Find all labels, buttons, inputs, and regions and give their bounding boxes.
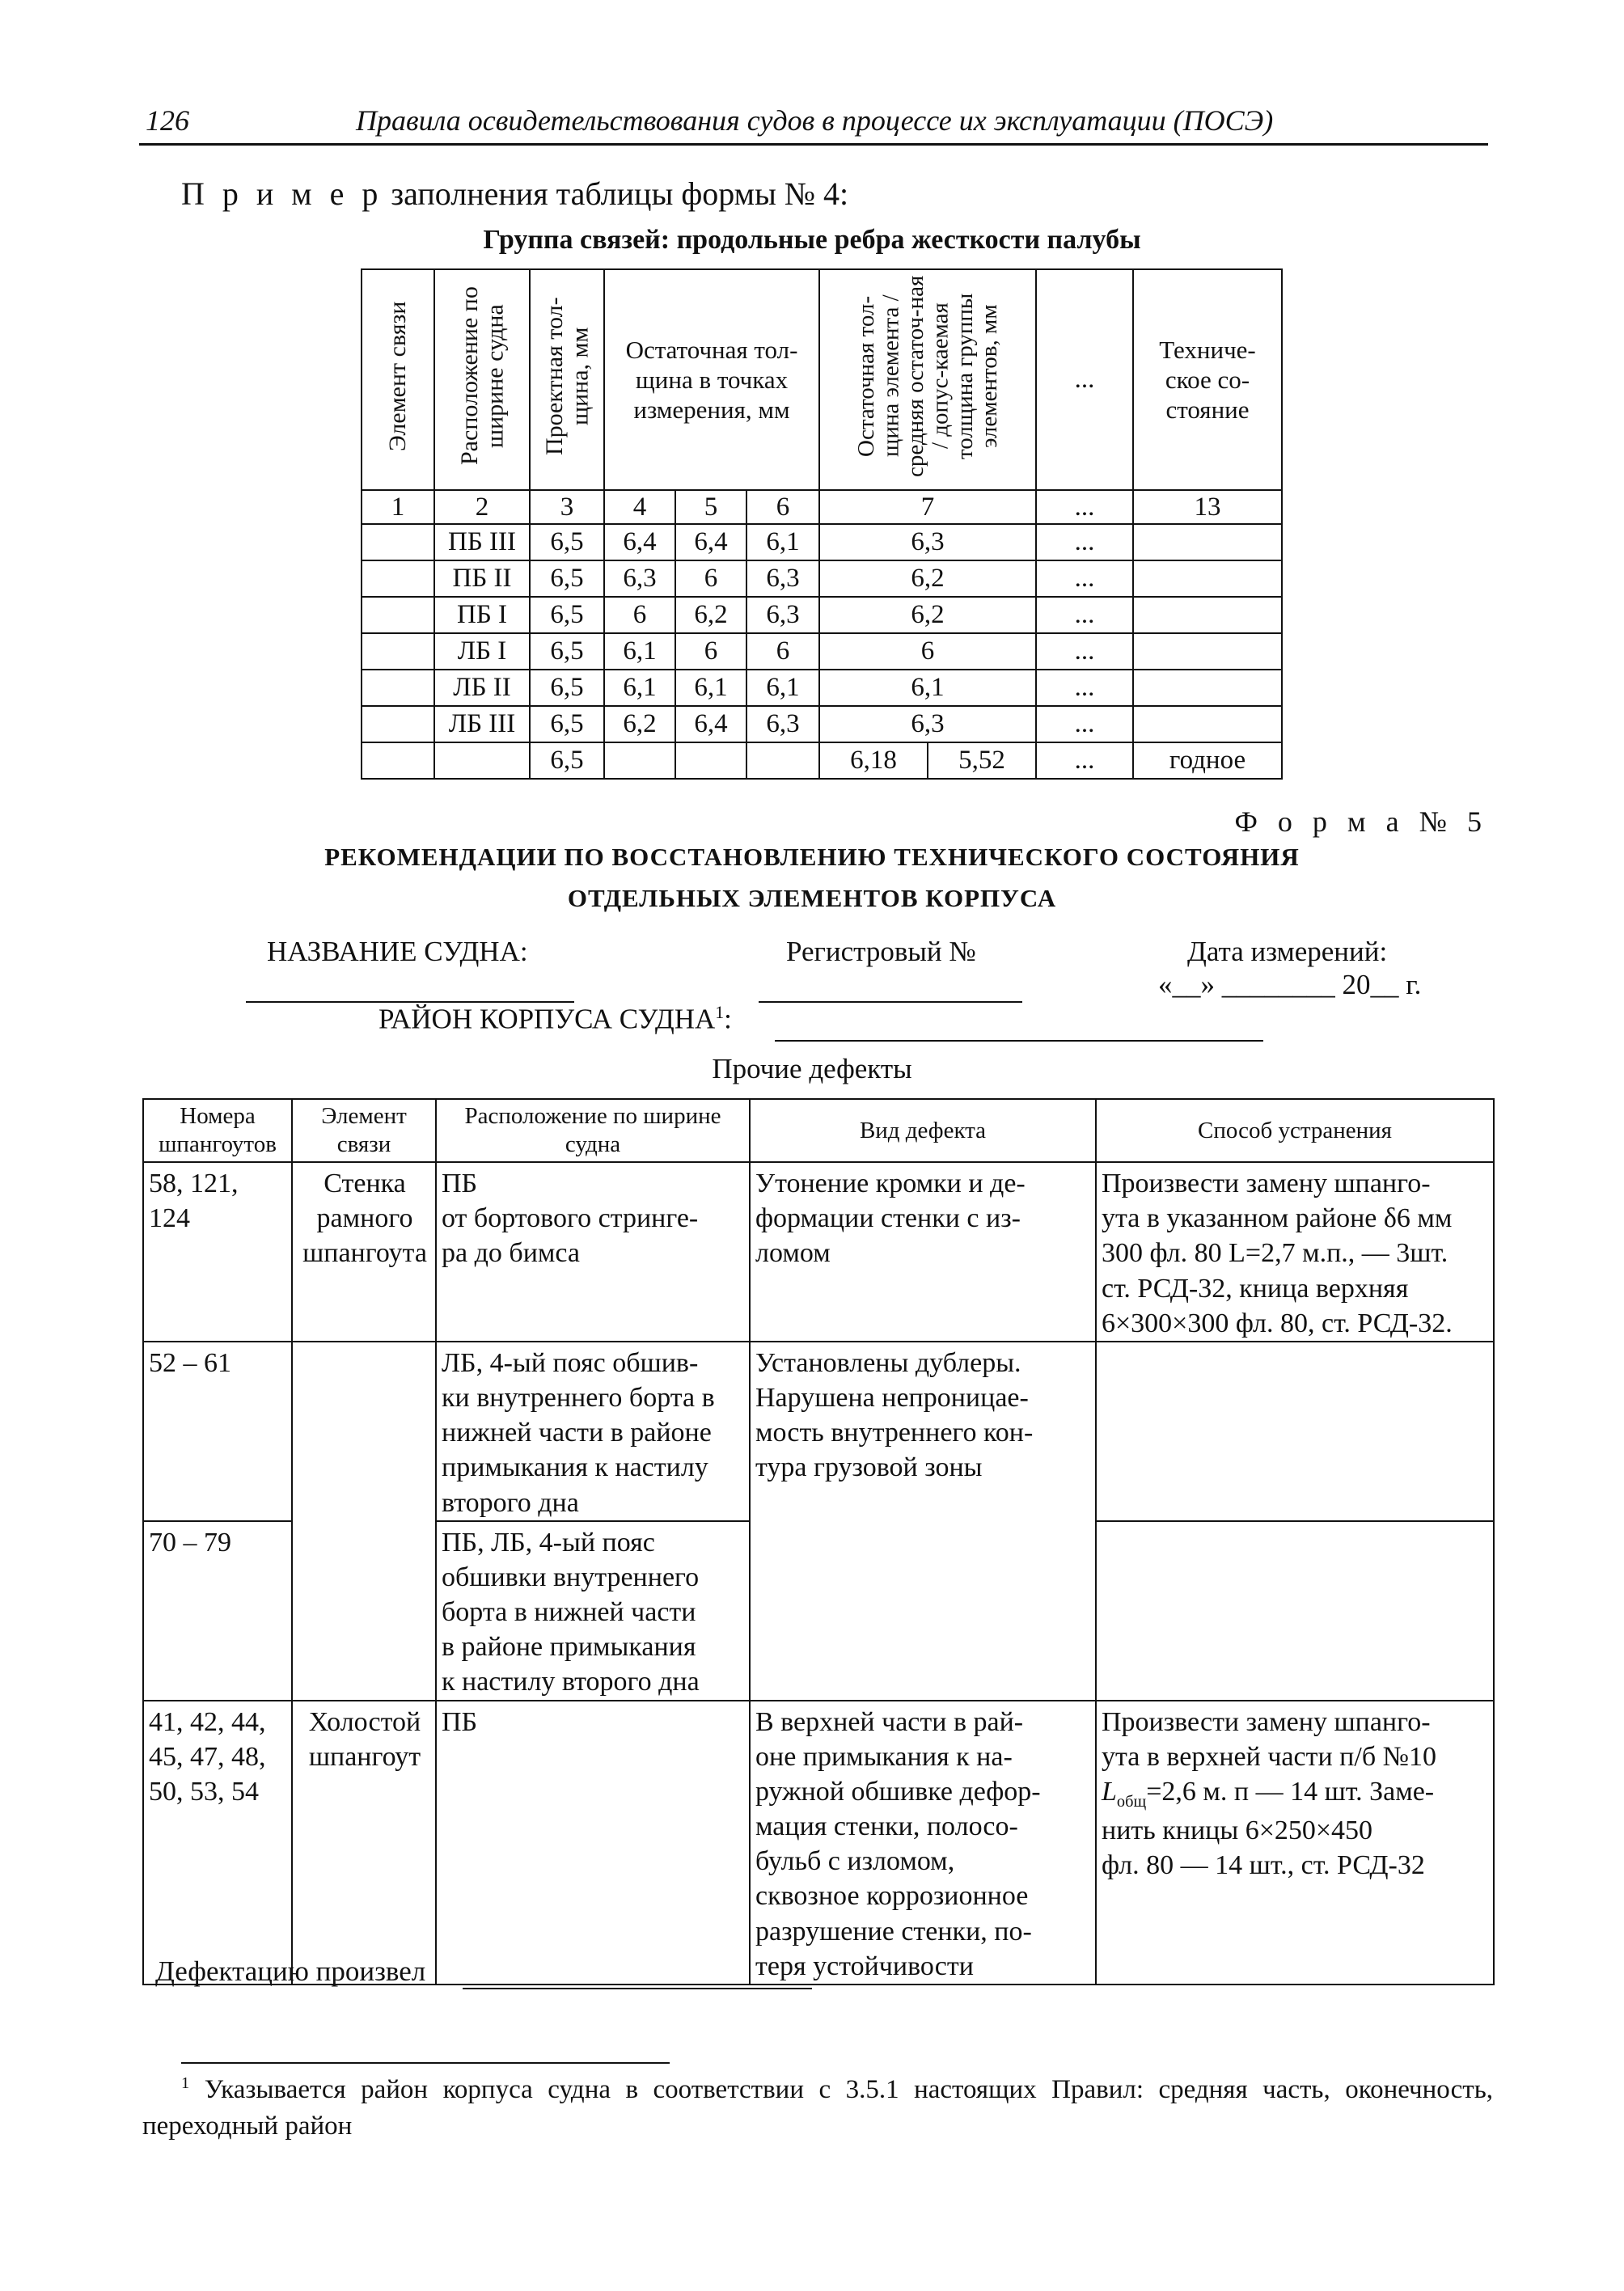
form4-example-table: [361, 268, 1283, 780]
cell-position: ЛБ I: [434, 633, 530, 670]
defects-table: [142, 1098, 1495, 1985]
cell-residual: 6,3: [819, 706, 1036, 742]
other-defects-heading: Прочие дефекты: [712, 1053, 912, 1084]
cell-measure: 6,2: [604, 706, 675, 742]
colnum: 5: [675, 490, 746, 524]
colnum: 13: [1133, 490, 1282, 524]
date-label: Дата измерений:: [1187, 936, 1388, 967]
footnote: $^1$ Указывается район корпуса судна в соответствии с 3.5.1 настоящих Правил: средняя часть, оконечность, переходный район: [142, 2074, 1493, 2141]
group-caption: Группа связей: продольные ребра жесткости палубы: [483, 225, 1141, 255]
th-element: Элемент связи: [292, 1099, 436, 1162]
header-rule: [139, 143, 1488, 146]
hull-area-field[interactable]: [775, 1040, 1263, 1042]
cell-remedy: [1097, 1342, 1493, 1346]
cell-design: 6,5: [530, 597, 604, 633]
cell-position: ЛБ II: [434, 670, 530, 706]
cell-measure: 6,4: [604, 524, 675, 560]
cell-remedy: Произвести замену шпанго- ута в указанном районе δ6 мм 300 фл. 80 L=2,7 м.п., — 3шт. ст. РСД-32, кница верхняя 6×300×300 фл. 80, ст. РСД-32.: [1102, 1169, 1453, 1338]
cell-position: ПБ II: [434, 560, 530, 597]
th-remedy: Способ устранения: [1096, 1099, 1494, 1162]
cell-defect: Установлены дублеры. Нарушена непроницае- мость внутреннего кон- тура грузовой зоны: [755, 1347, 1034, 1483]
cell-dots: ...: [1036, 670, 1133, 706]
cell-measure: 6,2: [675, 597, 746, 633]
th-element: Элемент связи: [362, 269, 434, 490]
cell-design: 6,5: [530, 706, 604, 742]
cell-residual: 6,1: [819, 670, 1036, 706]
colnum: 1: [362, 490, 434, 524]
inspector-signoff: Дефектацию произвел: [155, 1955, 426, 1987]
table1-summary-row: [362, 742, 1282, 779]
table-row: [362, 597, 1282, 633]
cell-residual: 6: [819, 633, 1036, 670]
cell-frames: 41, 42, 44, 45, 47, 48, 50, 53, 54: [149, 1706, 266, 1807]
cell-measure: 6,3: [746, 597, 819, 633]
hull-area-label: РАЙОН КОРПУСА СУДНА$^1$:: [379, 1003, 732, 1035]
cell-dots: ...: [1036, 706, 1133, 742]
summary-design: 6,5: [530, 742, 604, 779]
summary-dots: ...: [1036, 742, 1133, 779]
form5-title-line1: РЕКОМЕНДАЦИИ ПО ВОССТАНОВЛЕНИЮ ТЕХНИЧЕСКОГО СОСТОЯНИЯ: [324, 843, 1300, 871]
cell-element: Стенка рамного шпангоута: [302, 1169, 427, 1269]
th-residual-avg: Остаточная тол-щина элемента / средняя остаточ-ная / допус-каемая толщина группы элементов, мм: [819, 269, 1036, 490]
cell-measure: 6: [675, 633, 746, 670]
cell-measure: 6,1: [604, 670, 675, 706]
table-row: [362, 706, 1282, 742]
cell-frames: 70 – 79: [149, 1527, 231, 1558]
summary-average: 6,18: [819, 742, 928, 779]
th-frames: Номера шпангоутов: [143, 1099, 292, 1162]
cell-design: 6,5: [530, 670, 604, 706]
cell-measure: 6,1: [604, 633, 675, 670]
cell-design: 6,5: [530, 560, 604, 597]
register-field[interactable]: [759, 1001, 1022, 1003]
th-dots: ...: [1036, 269, 1133, 490]
ship-name-label: НАЗВАНИЕ СУДНА:: [267, 936, 528, 967]
cell-position: ПБ от бортового стринге- ра до бимса: [442, 1169, 699, 1269]
colnum: 3: [530, 490, 604, 524]
cell-measure: 6,3: [604, 560, 675, 597]
inspector-signature-field[interactable]: [463, 1988, 812, 1989]
cell-defect: Утонение кромки и де- формации стенки с из- ломом: [755, 1169, 1026, 1269]
table-row: [362, 524, 1282, 560]
cell-dots: ...: [1036, 560, 1133, 597]
form-label: Ф о р м а № 5: [1234, 805, 1488, 838]
running-title: Правила освидетельствования судов в процессе их эксплуатации (ПОСЭ): [356, 104, 1274, 137]
form5-title-line2: ОТДЕЛЬНЫХ ЭЛЕМЕНТОВ КОРПУСА: [567, 884, 1057, 912]
colnum: 4: [604, 490, 675, 524]
cell-design: 6,5: [530, 633, 604, 670]
th-position: Расположение по ширине судна: [436, 1099, 750, 1162]
summary-allowed: 5,52: [928, 742, 1036, 779]
cell-measure: 6: [604, 597, 675, 633]
cell-measure: 6: [675, 560, 746, 597]
cell-dots: ...: [1036, 633, 1133, 670]
cell-position: ЛБ, 4-ый пояс обшив- ки внутреннего борта в нижней части в районе примыкания к настилу второго дна: [442, 1347, 715, 1518]
cell-residual: 6,3: [819, 524, 1036, 560]
cell-position: ПБ: [442, 1706, 478, 1737]
cell-measure: 6,4: [675, 706, 746, 742]
example-rest: заполнения таблицы формы № 4:: [391, 175, 849, 212]
summary-state: годное: [1133, 742, 1282, 779]
colnum: 2: [434, 490, 530, 524]
colnum: 7: [819, 490, 1036, 524]
cell-position: ПБ, ЛБ, 4-ый пояс обшивки внутреннего борта в нижней части в районе примыкания к настилу второго дна: [442, 1527, 700, 1697]
table1-colnum-row: [362, 490, 1282, 524]
th-position: Расположение по ширине судна: [434, 269, 530, 490]
cell-design: 6,5: [530, 524, 604, 560]
colnum: 6: [746, 490, 819, 524]
cell-element: Холостой шпангоут: [308, 1706, 421, 1772]
example-intro: [181, 175, 848, 213]
table-row: [143, 1701, 1494, 1985]
th-design: Проектная тол-щина, мм: [530, 269, 604, 490]
cell-dots: ...: [1036, 524, 1133, 560]
cell-measure: 6,1: [746, 524, 819, 560]
register-label: Регистровый №: [786, 936, 976, 967]
th-residual: Остаточная тол-щина в точках измерения, мм: [604, 269, 819, 490]
cell-measure: 6,1: [675, 670, 746, 706]
cell-measure: 6,4: [675, 524, 746, 560]
table-row: [143, 1342, 1494, 1521]
cell-position: ЛБ III: [434, 706, 530, 742]
cell-remedy: Произвести замену шпанго- ута в верхней части п/б №10 $L_{общ}=2,6$ м. п — 14 шт. Заме- нить кницы 6×250×450 фл. 80 — 14 шт., ст. РСД-32: [1102, 1706, 1437, 1880]
cell-measure: 6,1: [746, 670, 819, 706]
cell-defect: В верхней части в рай- оне примыкания к на- ружной обшивке дефор- мация стенки, полосо- бульб с изломом, сквозное коррозионное разрушение стенки, по- теря устойчивости: [755, 1706, 1041, 1981]
table-row: [362, 670, 1282, 706]
example-lead: П р и м е р: [181, 175, 383, 212]
cell-position: ПБ I: [434, 597, 530, 633]
cell-measure: 6,3: [746, 560, 819, 597]
cell-position: ПБ III: [434, 524, 530, 560]
footnote-rule: [181, 2062, 670, 2064]
cell-dots: ...: [1036, 597, 1133, 633]
table-row: [143, 1162, 1494, 1342]
cell-frames: 58, 121, 124: [149, 1169, 239, 1234]
th-defect: Вид дефекта: [750, 1099, 1096, 1162]
cell-element: [293, 1342, 435, 1346]
cell-residual: 6,2: [819, 560, 1036, 597]
cell-measure: 6: [746, 633, 819, 670]
date-field[interactable]: «__» ________ 20__ г.: [1158, 969, 1422, 1000]
cell-frames: 52 – 61: [149, 1347, 231, 1378]
table-row: [362, 560, 1282, 597]
table-row: [362, 633, 1282, 670]
cell-measure: 6,3: [746, 706, 819, 742]
table1-header-row: [362, 269, 1282, 490]
colnum: ...: [1036, 490, 1133, 524]
table2-header-row: [143, 1099, 1494, 1162]
page-number: 126: [146, 104, 189, 137]
th-state: Техниче-ское со-стояние: [1133, 269, 1282, 490]
cell-residual: 6,2: [819, 597, 1036, 633]
